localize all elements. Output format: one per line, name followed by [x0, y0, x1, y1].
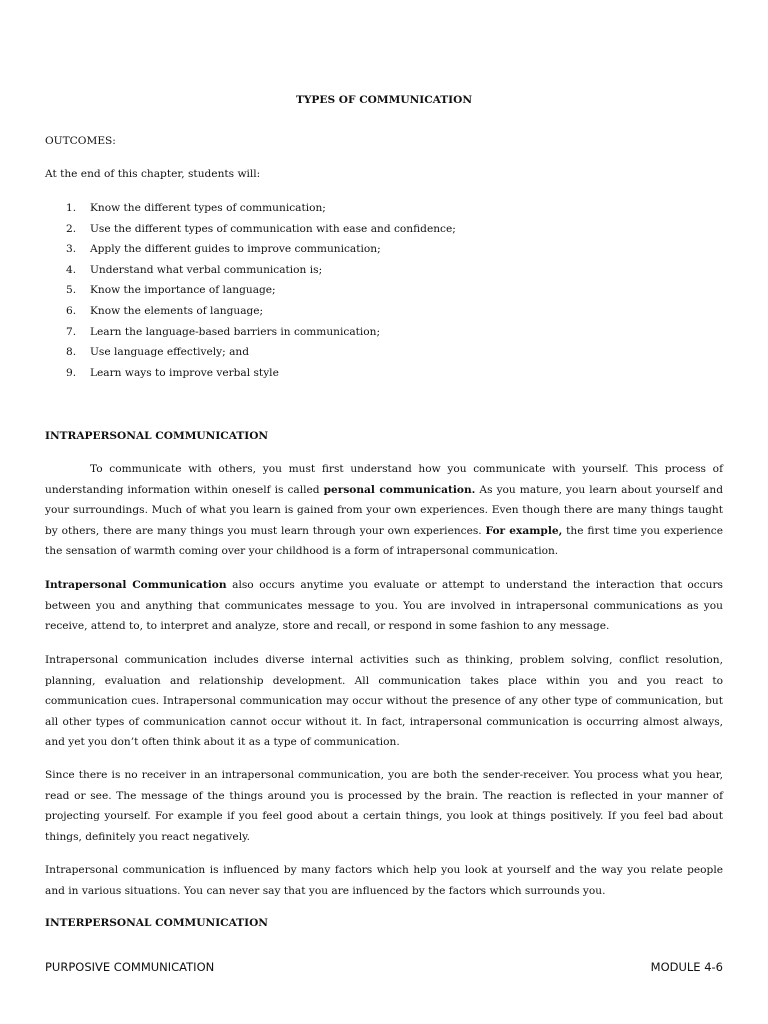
bold-term: For example, — [485, 524, 563, 537]
list-text: Know the elements of language; — [90, 304, 264, 317]
document-title: TYPES OF COMMUNICATION — [295, 94, 473, 106]
list-item — [66, 241, 456, 262]
intrapersonal-heading: INTRAPERSONAL COMMUNICATION — [45, 430, 269, 442]
outcomes-heading: OUTCOMES: — [45, 135, 116, 147]
list-item — [66, 365, 456, 386]
intrapersonal-paragraph-3: Intrapersonal communication includes diverse internal activities such as thinking, problem solving, conflict resolution, planning, evaluation and relationship development. All communication takes place within you and you react to communication cues. Intrapersonal communication may occur without the presence of any other type of communication, but all other types of communication cannot occur without it. In fact, intrapersonal communication is occurring almost always, and yet you don’t often think about it as a type of communication. — [45, 654, 723, 749]
list-number: 2. — [66, 222, 77, 235]
outcomes-list — [66, 200, 456, 385]
list-text: Learn the language-based barriers in communication; — [90, 325, 381, 338]
bold-term: Intrapersonal Communication — [45, 579, 227, 591]
list-item — [66, 282, 456, 303]
list-item — [66, 324, 456, 345]
list-number: 4. — [66, 263, 77, 276]
paragraph-text: As you mature, you learn about yourself and your surroundings. Much of what you learn is gained from your own experiences. Even though there are many things taught by others, there are many things you must learn through your own experiences. — [45, 483, 723, 537]
paragraph-text: also occurs anytime you evaluate or attempt to understand the interaction that occurs between you and anything that communicates message to you. You are involved in intrapersonal communications as you receive, attend to, to interpret and analyze, store and recall, or respond in some fashion to any message. — [45, 579, 723, 633]
list-item — [66, 221, 456, 242]
list-item — [66, 262, 456, 283]
list-item — [66, 344, 456, 365]
bold-term: personal communication. — [323, 483, 476, 496]
footer-course-title: PURPOSIVE COMMUNICATION — [45, 960, 215, 974]
list-number: 5. — [66, 284, 77, 297]
list-number: 1. — [66, 202, 77, 214]
interpersonal-heading: INTERPERSONAL COMMUNICATION — [45, 917, 268, 929]
paragraph-text: To communicate with others, you must first understand how you communicate with yourself. This process of understanding information within oneself is called — [45, 463, 723, 496]
list-number: 8. — [66, 346, 77, 359]
footer-module-label: MODULE 4-6 — [650, 960, 723, 974]
list-text: Use the different types of communication with ease and confidence; — [90, 222, 456, 235]
list-item — [66, 200, 456, 221]
outcomes-intro: At the end of this chapter, students will: — [45, 168, 261, 180]
list-text: Learn ways to improve verbal style — [90, 366, 279, 379]
intrapersonal-paragraph-1 — [45, 459, 723, 562]
intrapersonal-paragraph-2 — [45, 575, 723, 637]
list-text: Know the different types of communication; — [90, 202, 326, 214]
list-text: Apply the different guides to improve communication; — [90, 243, 381, 256]
list-text: Use language effectively; and — [90, 346, 249, 359]
list-text: Understand what verbal communication is; — [90, 263, 323, 276]
list-number: 3. — [66, 243, 77, 256]
intrapersonal-paragraph-5: Intrapersonal communication is influenced by many factors which help you look at yourself and the way you relate people and in various situations. You can never say that you are influenced by the factors which surrounds you. — [45, 864, 723, 897]
list-number: 9. — [66, 366, 77, 379]
list-text: Know the importance of language; — [90, 284, 276, 297]
list-number: 6. — [66, 304, 77, 317]
list-item — [66, 303, 456, 324]
intrapersonal-paragraph-4: Since there is no receiver in an intrapersonal communication, you are both the sender-receiver. You process what you hear, read or see. The message of the things around you is processed by the brain. The reaction is reflected in your manner of projecting yourself. For example if you feel good about a certain things, you look at things positively. If you feel bad about things, definitely you react negatively. — [45, 769, 723, 843]
list-number: 7. — [66, 325, 77, 338]
paragraph-text: the first time you experience the sensation of warmth coming over your childhood is a form of intrapersonal communication. — [45, 524, 723, 558]
